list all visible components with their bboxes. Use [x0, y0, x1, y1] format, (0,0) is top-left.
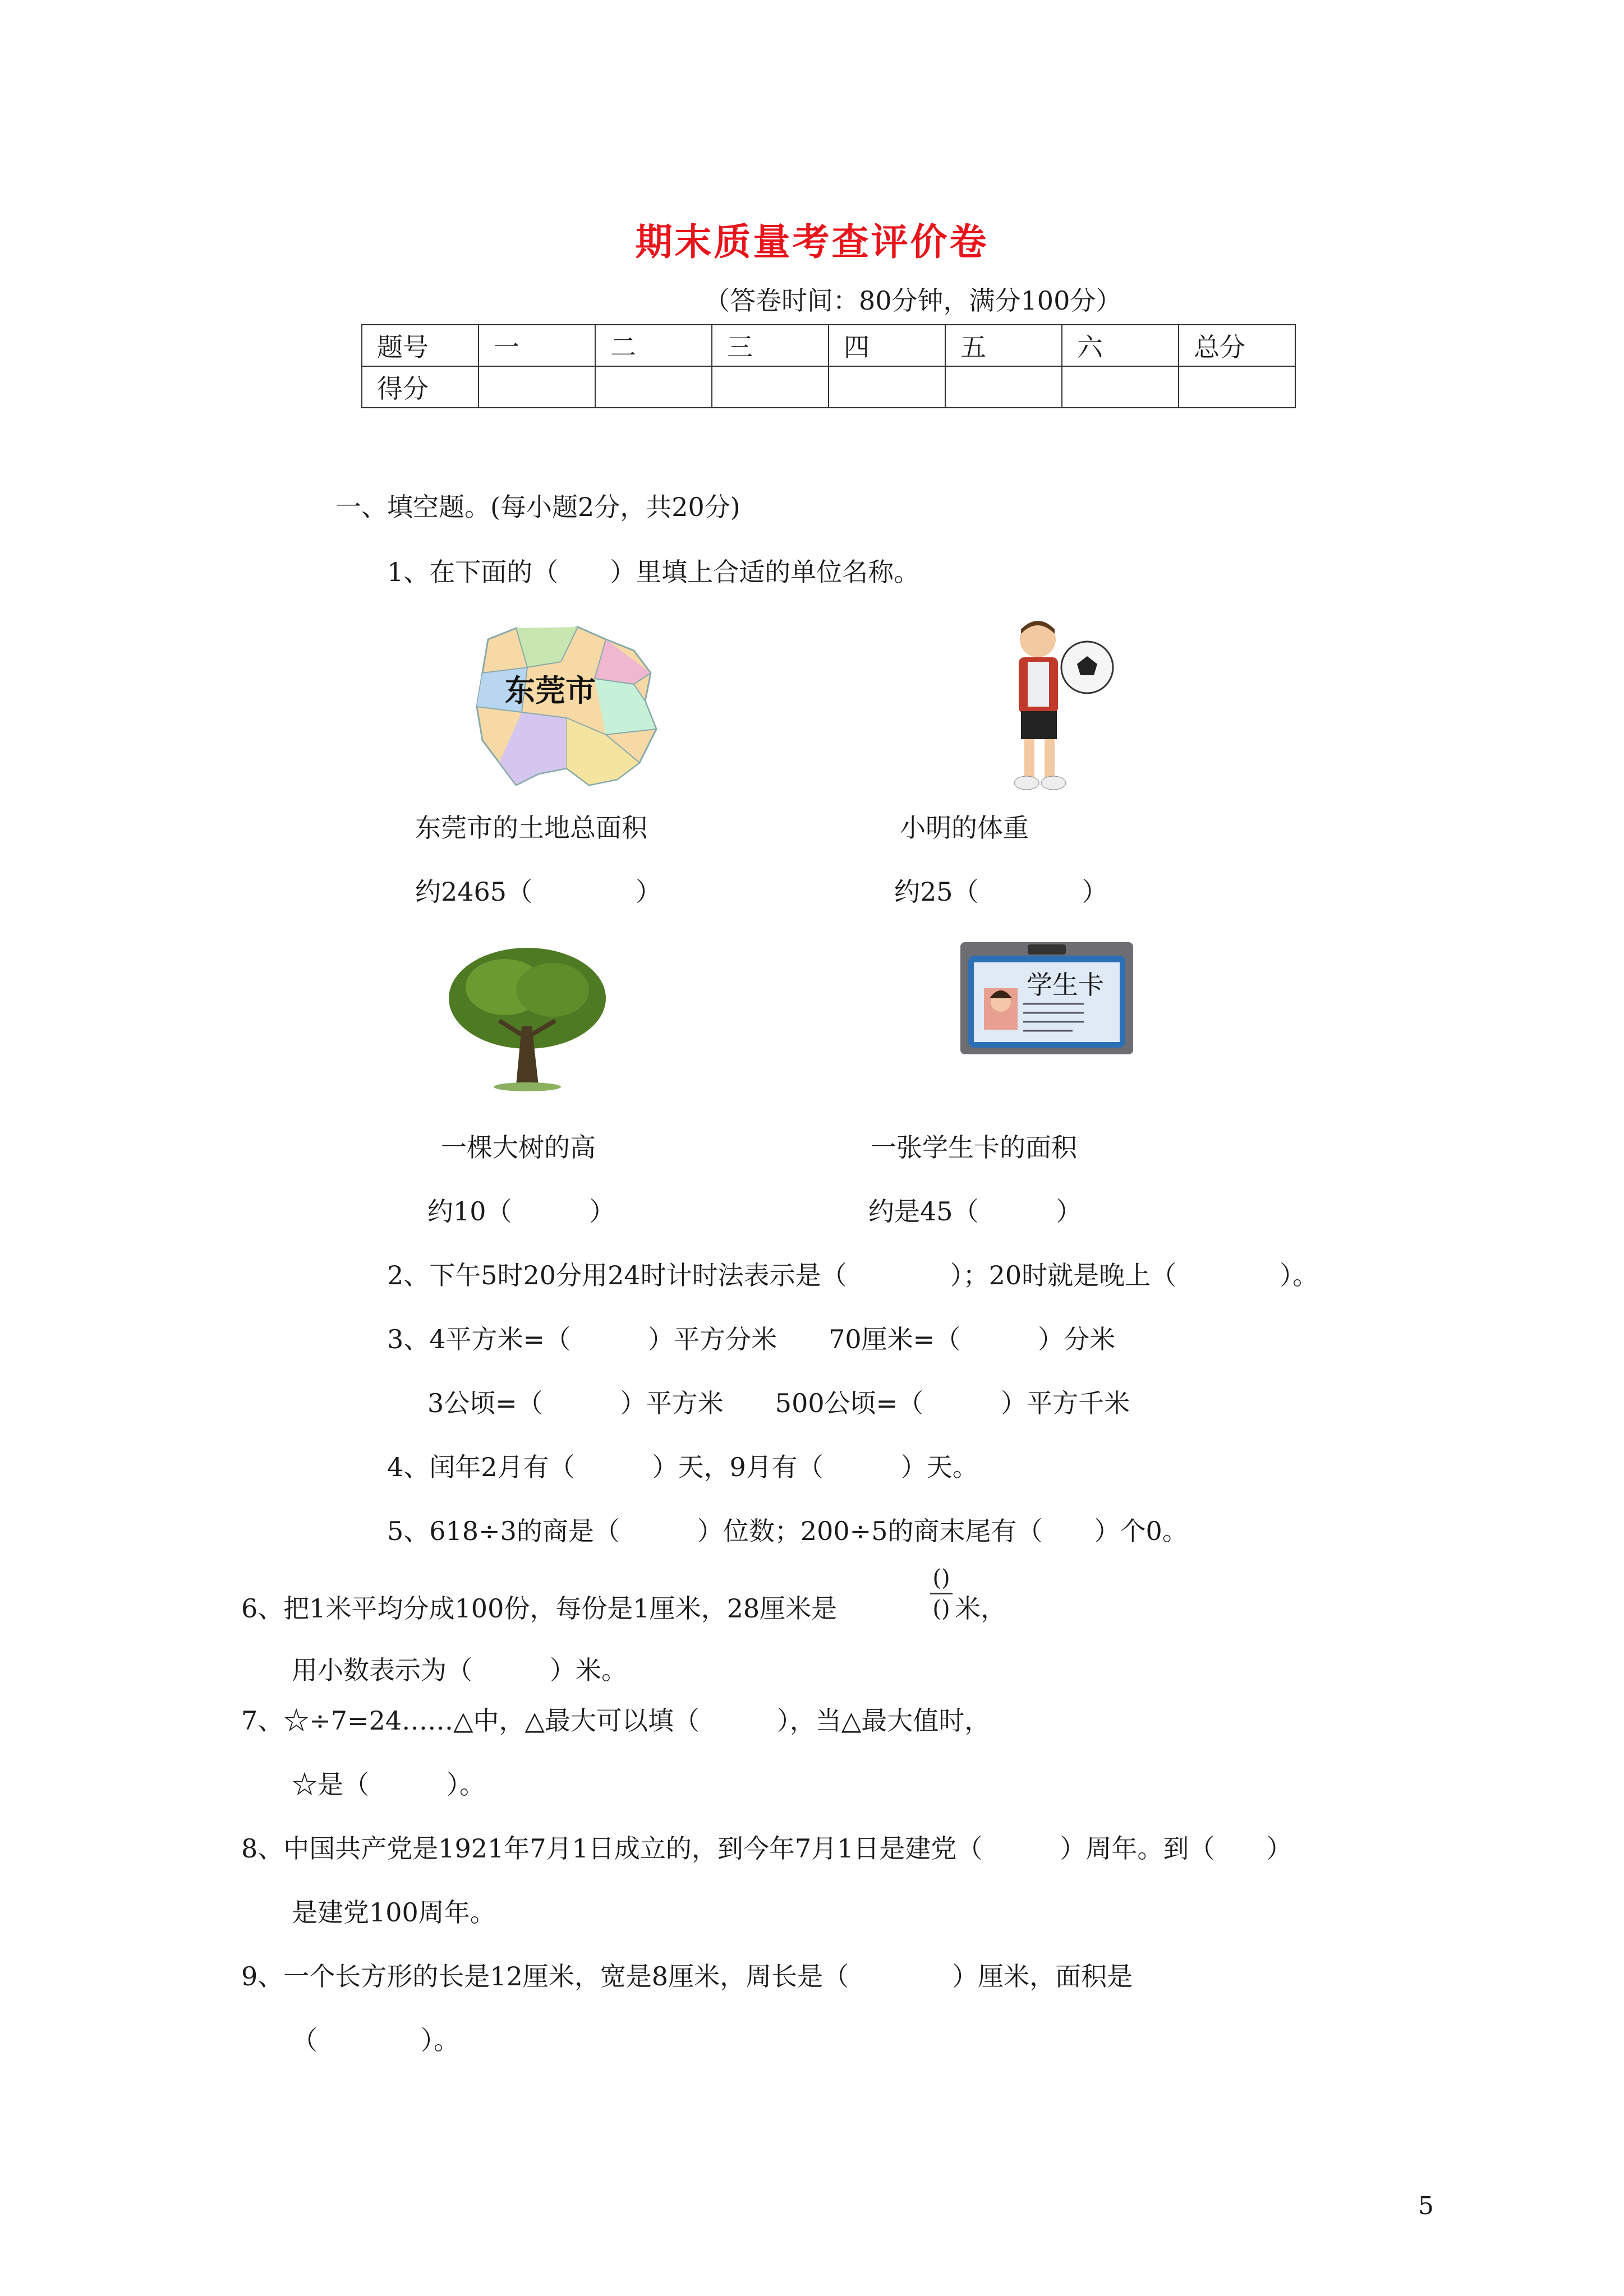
question-8b: 是建党100周年。: [292, 1897, 496, 1928]
table-cell[interactable]: [595, 366, 712, 408]
question-9b: （ ）。: [292, 2025, 459, 2055]
tree-image: [443, 942, 611, 1094]
fraction-bar: [930, 1593, 953, 1594]
section-heading: 一、填空题。(每小题2分，共20分): [335, 492, 740, 522]
fraction: [930, 1566, 953, 1621]
page-title: 期末质量考查评价卷: [635, 220, 989, 264]
answer-card-area: 约是45（ ）: [868, 1196, 1082, 1227]
caption-card-area: 一张学生卡的面积: [871, 1132, 1077, 1163]
question-4: 4、闰年2月有（ ）天，9月有（ ）天。: [387, 1452, 978, 1482]
table-header-cell: 四: [829, 325, 945, 366]
map-image: [466, 617, 668, 796]
table-header-cell: 二: [595, 325, 712, 366]
student-card-image: [960, 942, 1133, 1054]
table-header-cell: 五: [945, 325, 1062, 366]
question-3b: 3公顷=（ ）平方米 500公顷=（ ）平方千米: [427, 1388, 1130, 1418]
answer-area: 约2465（ ）: [415, 877, 662, 907]
answer-height: 约10（ ）: [427, 1196, 615, 1227]
table-header-cell: 总分: [1179, 325, 1295, 366]
question-8a: 8、中国共产党是1921年7月1日成立的，到今年7月1日是建党（ ）周年。到（ ）: [241, 1833, 1292, 1864]
question-6a: 6、把1米平均分成100份，每份是1厘米，28厘米是: [241, 1593, 838, 1624]
question-5: 5、618÷3的商是（ ）位数；200÷5的商末尾有（ ）个0。: [387, 1516, 1188, 1546]
question-6a-suffix: 米，: [955, 1593, 1006, 1624]
table-cell[interactable]: [479, 366, 595, 408]
table-row: [362, 366, 1295, 408]
question-6b: 用小数表示为（ ）米。: [292, 1655, 627, 1685]
question-9a: 9、一个长方形的长是12厘米，宽是8厘米，周长是（ ）厘米，面积是: [241, 1961, 1133, 1991]
table-cell[interactable]: [829, 366, 945, 408]
page-number: 5: [1418, 2192, 1434, 2220]
question-2: 2、下午5时20分用24时计时法表示是（ ）；20时就是晚上（ ）。: [387, 1260, 1319, 1290]
card-label: 学生卡: [1027, 970, 1104, 1000]
fraction-denominator: (): [932, 1596, 950, 1622]
answer-weight: 约25（ ）: [894, 877, 1108, 907]
caption-height: 一棵大树的高: [441, 1132, 596, 1163]
map-label: 东莞市: [505, 673, 596, 708]
fraction-numerator: (): [932, 1565, 950, 1591]
question-7b: ☆是（ ）。: [292, 1769, 485, 1800]
exam-info: （答卷时间：80分钟，满分100分）: [704, 285, 1122, 316]
question-3a: 3、4平方米=（ ）平方分米 70厘米=（ ）分米: [387, 1324, 1116, 1354]
table-header-cell: 一: [479, 325, 595, 366]
table-cell: 得分: [362, 366, 479, 408]
table-cell[interactable]: [945, 366, 1062, 408]
table-header-cell: 六: [1062, 325, 1179, 366]
boy-image: [993, 617, 1116, 796]
table-header-cell: 三: [712, 325, 829, 366]
table-header-cell: 题号: [362, 325, 479, 366]
score-table: [361, 324, 1296, 408]
caption-weight: 小明的体重: [900, 813, 1029, 843]
table-cell[interactable]: [712, 366, 829, 408]
table-row: [362, 325, 1295, 366]
caption-area: 东莞市的土地总面积: [415, 813, 647, 843]
table-cell[interactable]: [1062, 366, 1179, 408]
question-7a: 7、☆÷7=24……△中，△最大可以填（ ），当△最大值时，: [241, 1705, 991, 1736]
table-cell[interactable]: [1179, 366, 1295, 408]
question-1: 1、在下面的（ ）里填上合适的单位名称。: [387, 557, 920, 587]
